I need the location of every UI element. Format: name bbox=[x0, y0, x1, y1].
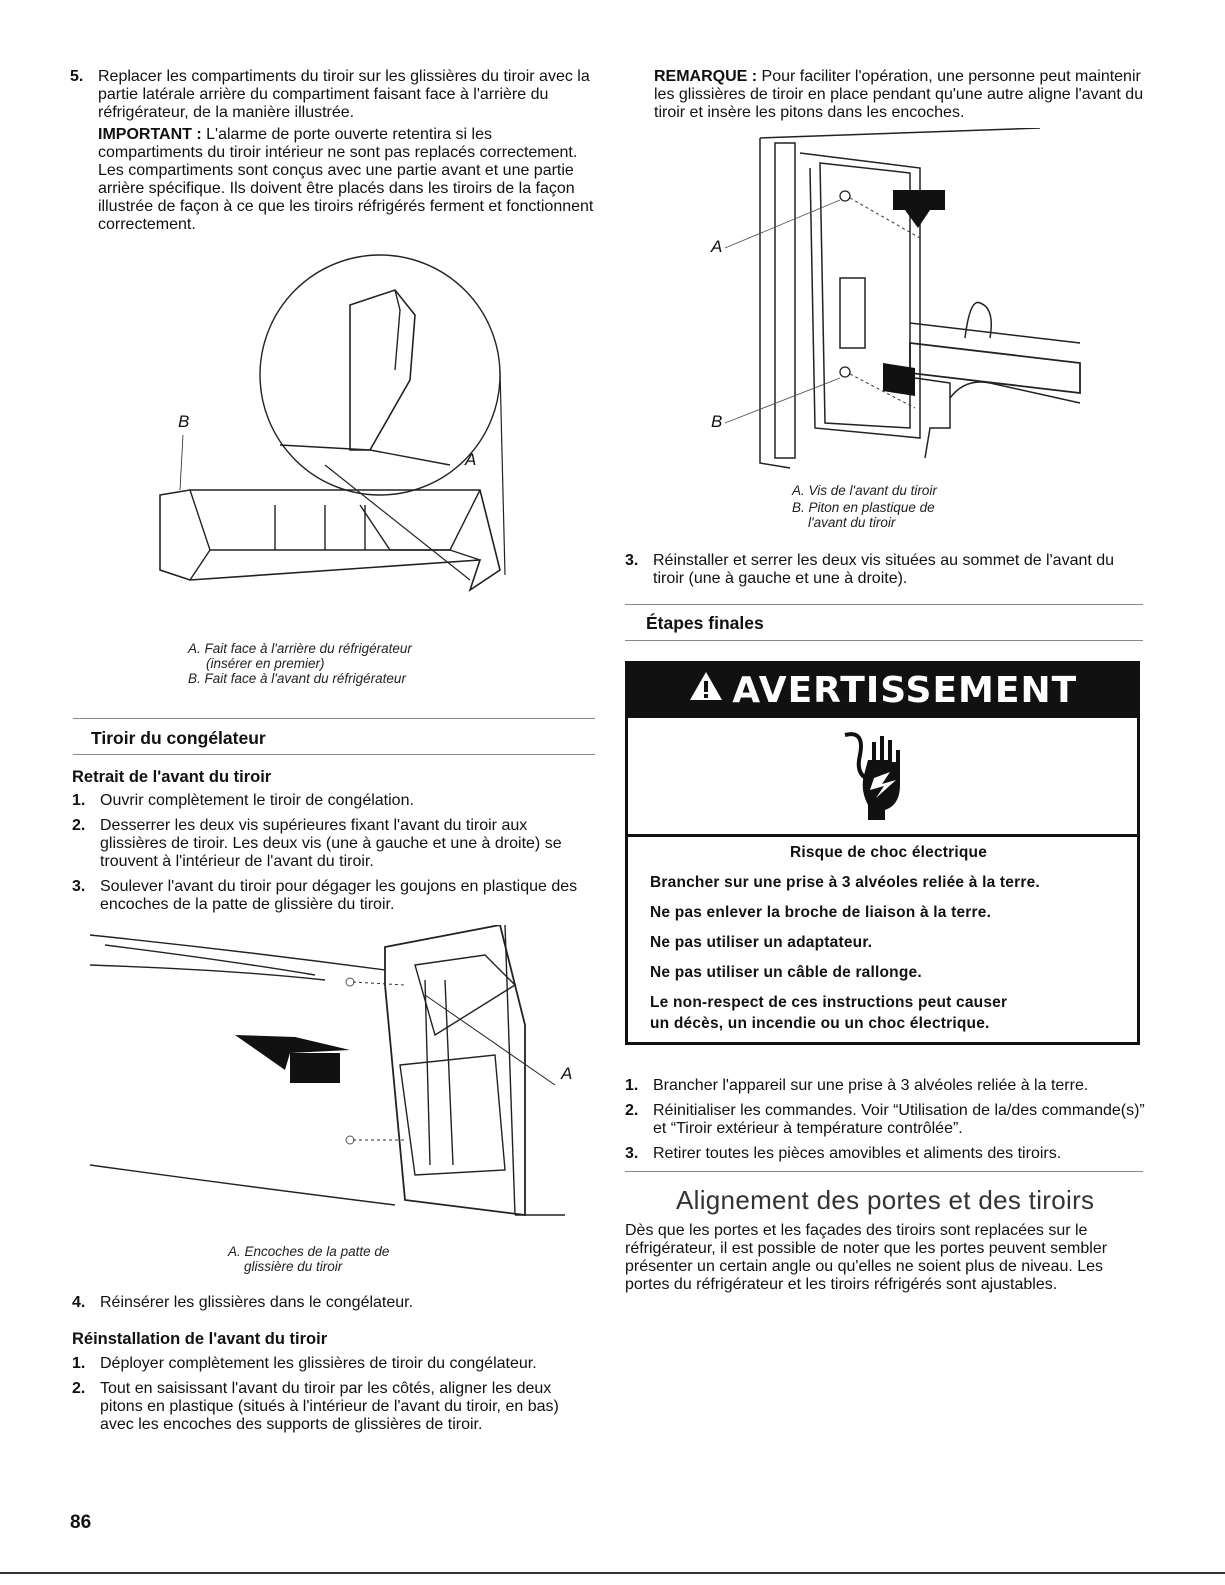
fig1-caption bbox=[188, 641, 508, 686]
warning-line-5: Le non-respect de ces instructions peut causer bbox=[650, 994, 1008, 1011]
fig1-caption-b: B. Fait face à l'avant du réfrigérateur bbox=[188, 671, 406, 686]
page-bottom-rule bbox=[0, 1572, 1225, 1574]
fig3-caption-b2: l'avant du tiroir bbox=[808, 515, 896, 530]
warning-line-3: Ne pas utiliser un adaptateur. bbox=[650, 934, 873, 951]
fig2-caption bbox=[228, 1244, 488, 1274]
reinstall-title: Réinstallation de l'avant du tiroir bbox=[72, 1330, 328, 1348]
step-number: 3. bbox=[625, 1145, 639, 1162]
warning-risk: Risque de choc électrique bbox=[789, 844, 988, 861]
step-number: 2. bbox=[625, 1102, 639, 1119]
fig3-label-a: A bbox=[711, 237, 723, 256]
electric-shock-icon bbox=[840, 730, 910, 822]
important-label: IMPORTANT : bbox=[98, 126, 202, 143]
drawer-slide-illustration bbox=[700, 128, 1085, 478]
step-text: Réinitialiser les commandes. Voir “Utilisation de la/des commande(s)” et “Tiroir extérieur à température contrôlée”. bbox=[653, 1102, 1145, 1137]
step-text: Retirer toutes les pièces amovibles et aliments des tiroirs. bbox=[653, 1145, 1062, 1162]
step-text: Ouvrir complètement le tiroir de congélation. bbox=[100, 792, 414, 809]
final-rule-top bbox=[625, 604, 1143, 605]
fig1-label-a: A bbox=[465, 450, 477, 469]
step-number: 4. bbox=[72, 1294, 86, 1311]
step-text: Desserrer les deux vis supérieures fixant l'avant du tiroir aux glissières de tiroir. Les deux vis (une à gauche et une à droite) se trouvent à l'intérieur de l'avant du tiroir. bbox=[100, 817, 562, 870]
fig1-label-b: B bbox=[178, 412, 190, 431]
drawer-front-illustration bbox=[85, 925, 565, 1240]
important-note bbox=[98, 126, 595, 234]
fig2-label-a: A bbox=[561, 1064, 573, 1083]
removal-step-3 bbox=[72, 878, 592, 914]
step-number: 2. bbox=[72, 817, 86, 834]
final-step-2 bbox=[625, 1102, 1145, 1138]
fig2-caption-a2: glissière du tiroir bbox=[244, 1259, 343, 1274]
reinstall-step-2 bbox=[72, 1380, 592, 1434]
removal-title: Retrait de l'avant du tiroir bbox=[72, 768, 272, 786]
warning-line-4: Ne pas utiliser un câble de rallonge. bbox=[650, 964, 922, 981]
step-text: Déployer complètement les glissières de tiroir du congélateur. bbox=[100, 1355, 537, 1372]
warning-header-text: AVERTISSEMENT bbox=[732, 670, 1078, 711]
step-number: 3. bbox=[72, 878, 86, 895]
fig2-caption-a: A. Encoches de la patte de bbox=[228, 1244, 390, 1259]
step-text: Tout en saisissant l'avant du tiroir par les côtés, aligner les deux pitons en plastique (situés à l'intérieur de l'avant du tiroir, en bas) avec les encoches des supports de glissières de tiroir. bbox=[100, 1380, 559, 1433]
remarque-note bbox=[654, 68, 1144, 122]
warning-line-6: un décès, un incendie ou un choc électrique. bbox=[650, 1015, 990, 1032]
alignment-title: Alignement des portes et des tiroirs bbox=[676, 1185, 1095, 1215]
final-step-3 bbox=[625, 1145, 1145, 1163]
section-title-freezer-drawer: Tiroir du congélateur bbox=[91, 728, 266, 748]
remarque-label: REMARQUE : bbox=[654, 68, 758, 85]
reinstall-step-1 bbox=[72, 1355, 592, 1373]
step-text: Réinsérer les glissières dans le congélateur. bbox=[100, 1294, 414, 1311]
warning-symbol-area bbox=[628, 718, 1137, 837]
removal-step-1 bbox=[72, 792, 592, 810]
warning-line-2: Ne pas enlever la broche de liaison à la terre. bbox=[650, 904, 992, 921]
fig3-label-b: B bbox=[711, 412, 723, 431]
right-step-3 bbox=[625, 552, 1145, 588]
warning-text bbox=[650, 844, 1127, 1033]
step-number: 1. bbox=[625, 1077, 639, 1094]
step-text: Soulever l'avant du tiroir pour dégager les goujons en plastique des encoches de la patte de glissière du tiroir. bbox=[100, 878, 578, 913]
alignment-text: Dès que les portes et les façades des tiroirs sont replacées sur le réfrigérateur, il est possible de noter que les portes peuvent sembler présenter un certain angle ou qu'elles ne soient plus de niveau. Les portes du réfrigérateur et les tiroirs réfrigérés sont ajustables. bbox=[625, 1222, 1108, 1293]
step-text: Replacer les compartiments du tiroir sur les glissières du tiroir avec la partie latérale arrière du compartiment faisant face à l'arrière du réfrigérateur, de la manière illustrée. bbox=[98, 68, 590, 121]
final-rule-bottom bbox=[625, 640, 1143, 641]
fig1-caption-a2: (insérer en premier) bbox=[206, 656, 325, 671]
step-text: Réinstaller et serrer les deux vis situées au sommet de l'avant du tiroir (une à gauche et une à droite). bbox=[653, 552, 1115, 587]
important-text: L'alarme de porte ouverte retentira si les compartiments du tiroir intérieur ne sont pas replacés correctement. Les compartiments sont conçus avec une partie avant et une partie arrière spécifique. Ils doivent être placés dans les tiroirs de la façon illustrée de façon à ce que les tiroirs réfrigérés ferment et fonctionnent correctement. bbox=[98, 126, 594, 233]
section-rule-bottom bbox=[73, 754, 595, 755]
fig3-caption-b: B. Piton en plastique de bbox=[792, 500, 935, 515]
step-number: 1. bbox=[72, 792, 86, 809]
step-number: 2. bbox=[72, 1380, 86, 1397]
step-number: 1. bbox=[72, 1355, 86, 1372]
fig1-caption-a: A. Fait face à l'arrière du réfrigérateur bbox=[188, 641, 412, 656]
alignment-rule bbox=[625, 1171, 1143, 1172]
fig3-caption bbox=[792, 483, 1012, 530]
step-text: Brancher l'appareil sur une prise à 3 alvéoles reliée à la terre. bbox=[653, 1077, 1089, 1094]
step-4 bbox=[72, 1294, 592, 1312]
page-number: 86 bbox=[70, 1512, 92, 1533]
step-5 bbox=[70, 68, 595, 234]
warning-triangle-icon bbox=[688, 670, 724, 707]
remarque-text: Pour faciliter l'opération, une personne peut maintenir les glissières de tiroir en place pendant qu'une autre aligne l'avant du tiroir et insère les pitons dans les encoches. bbox=[654, 68, 1144, 121]
warning-line-1: Brancher sur une prise à 3 alvéoles reliée à la terre. bbox=[650, 874, 1040, 891]
step-number: 3. bbox=[625, 552, 639, 569]
final-step-1 bbox=[625, 1077, 1145, 1095]
step-number: 5. bbox=[70, 68, 84, 85]
warning-box bbox=[625, 661, 1140, 1045]
drawer-bin-illustration bbox=[150, 250, 520, 635]
section-rule-top bbox=[73, 718, 595, 719]
fig3-caption-a: A. Vis de l'avant du tiroir bbox=[792, 483, 937, 498]
removal-step-2 bbox=[72, 817, 592, 871]
final-steps-title: Étapes finales bbox=[646, 613, 764, 633]
warning-header bbox=[628, 664, 1137, 718]
